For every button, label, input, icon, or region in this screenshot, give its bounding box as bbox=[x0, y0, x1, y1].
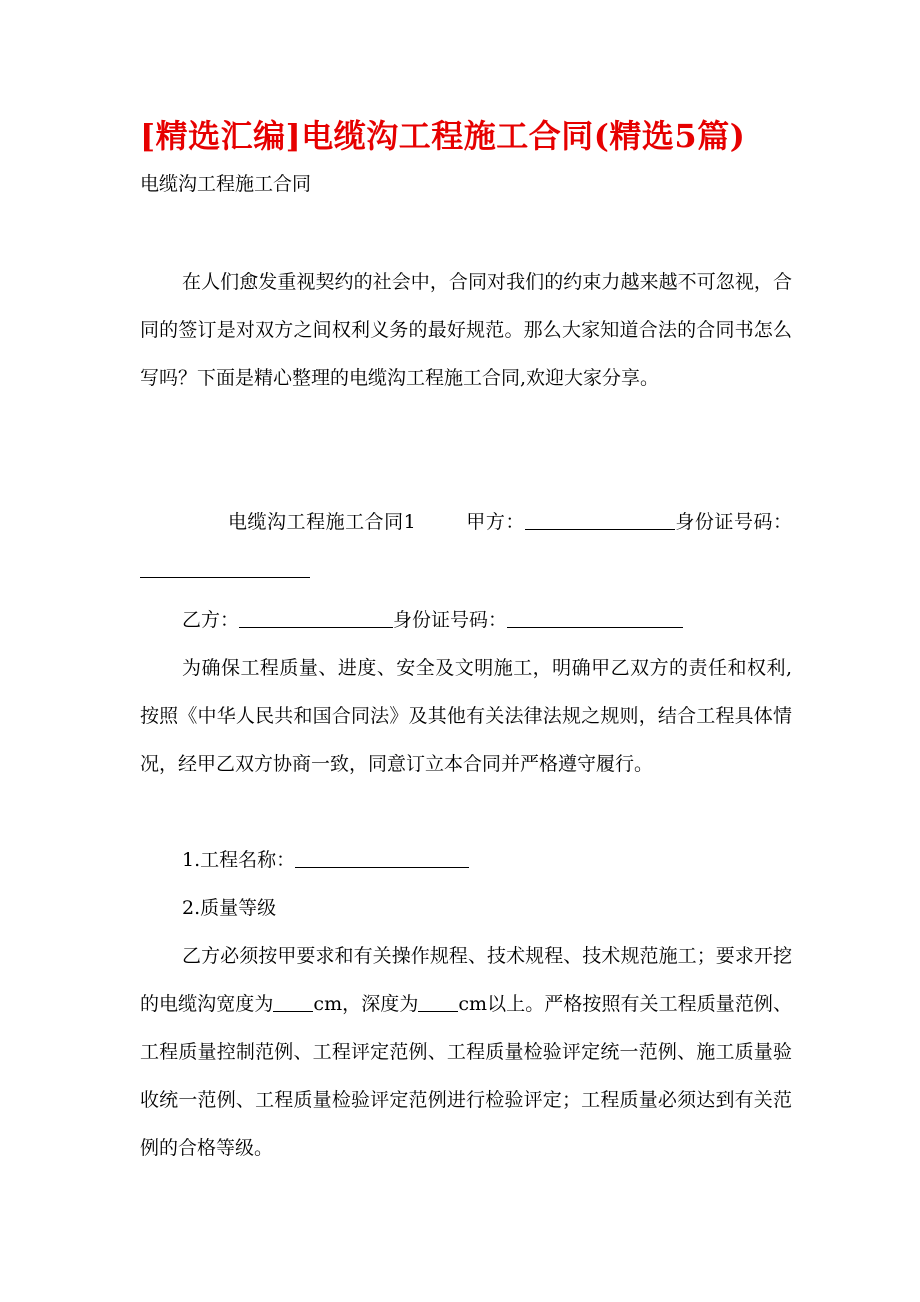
party-a-id-blank bbox=[140, 555, 310, 578]
party-a-blank bbox=[525, 507, 675, 530]
contract1-header-paragraph bbox=[140, 498, 792, 594]
party-b-id-blank bbox=[507, 605, 683, 628]
party-a-id-label: 身份证号码： bbox=[674, 511, 792, 533]
item1-label: 1.工程名称： bbox=[182, 849, 296, 871]
contract1-heading: 电缆沟工程施工合同1 bbox=[228, 511, 416, 533]
quality-text-3: cm以上。严格按照有关工程质量范例、工程质量控制范例、工程评定范例、工程质量检验评定统一范例、施工质量验收统一范例、工程质量检验评定范例进行检验评定；工程质量必须达到有关范例的合格等级。 bbox=[140, 993, 792, 1159]
width-blank bbox=[273, 989, 313, 1012]
party-b-label: 乙方： bbox=[182, 609, 240, 631]
intro-paragraph: 在人们愈发重视契约的社会中，合同对我们的约束力越来越不可忽视，合同的签订是对双方之间权利义务的最好规范。那么大家知道合法的合同书怎么写吗？下面是精心整理的电缆沟工程施工合同,欢迎大家分享。 bbox=[140, 271, 792, 389]
purpose-paragraph: 为确保工程质量、进度、安全及文明施工，明确甲乙双方的责任和权利,按照《中华人民共和国合同法》及其他有关法律法规之规则，结合工程具体情况，经甲乙双方协商一致，同意订立本合同并严格遵守履行。 bbox=[140, 657, 792, 775]
item1-line bbox=[182, 836, 469, 884]
item2-label: 2.质量等级 bbox=[182, 897, 277, 919]
depth-blank bbox=[418, 989, 458, 1012]
document-subtitle: 电缆沟工程施工合同 bbox=[140, 173, 312, 195]
party-b-line bbox=[182, 596, 683, 644]
document-title: [精选汇编]电缆沟工程施工合同(精选5篇) bbox=[140, 117, 746, 155]
quality-paragraph bbox=[140, 932, 792, 1172]
quality-text-2: cm，深度为 bbox=[313, 993, 419, 1015]
party-b-id-label: 身份证号码： bbox=[393, 609, 508, 631]
party-b-blank bbox=[239, 605, 393, 628]
quality-text-1: 乙方必须按甲要求和有关操作规程、技术规程、技术规范施工；要求开挖的电缆沟宽度为 bbox=[140, 945, 792, 1015]
party-a-label: 甲方： bbox=[465, 511, 525, 533]
project-name-blank bbox=[295, 845, 469, 868]
